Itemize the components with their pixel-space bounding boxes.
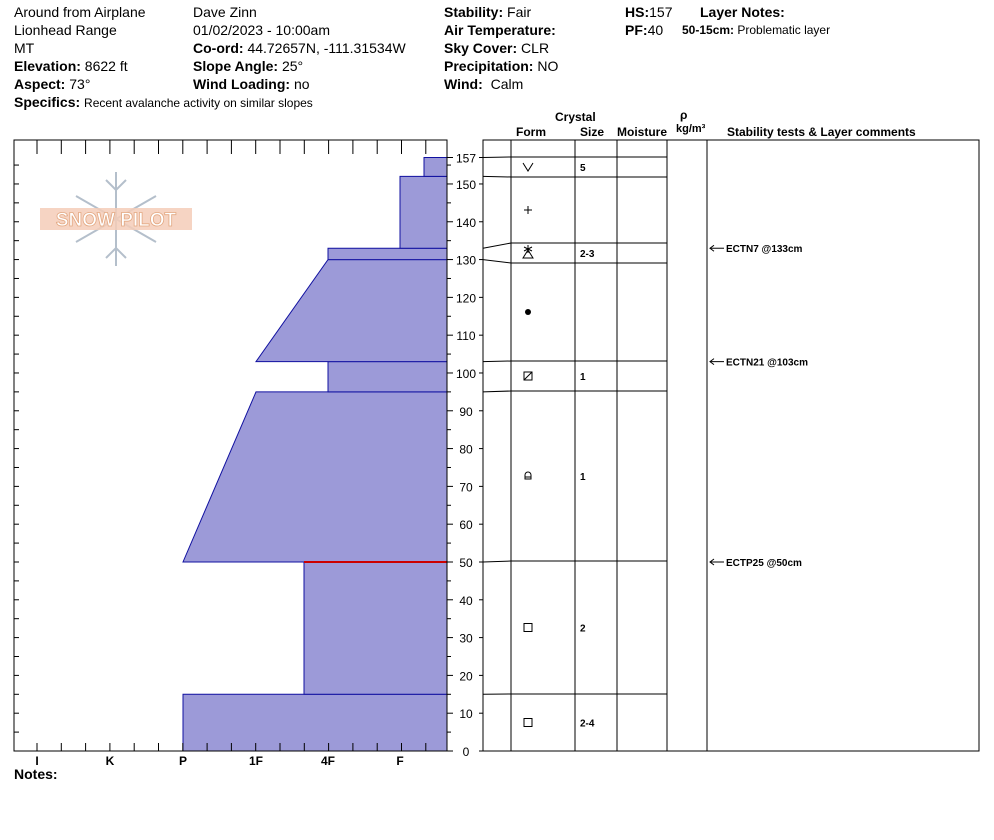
pf-label: PF: bbox=[625, 22, 648, 38]
depth-label-150: 150 bbox=[455, 177, 477, 192]
depth-label-130: 130 bbox=[455, 253, 477, 268]
crystal-form-4 bbox=[524, 372, 532, 380]
depth-label-110: 110 bbox=[456, 329, 476, 344]
hs-label: HS: bbox=[625, 4, 650, 20]
crystal-size-6: 2 bbox=[580, 623, 586, 635]
hardness-label-I: I bbox=[35, 754, 39, 768]
rounding-facet-icon bbox=[525, 472, 531, 479]
faceted-crystal-icon bbox=[524, 719, 532, 727]
hardness-label-P: P bbox=[178, 754, 188, 768]
hardness-label-K: K bbox=[105, 754, 115, 768]
crystal-size-0: 5 bbox=[580, 163, 586, 174]
stability-label: Stability: bbox=[444, 4, 504, 20]
hardness-layer-5 bbox=[328, 248, 447, 259]
specifics-label: Specifics: bbox=[14, 94, 81, 110]
depth-label-10: 10 bbox=[459, 707, 473, 722]
specifics-value: Recent avalanche activity on similar slopes bbox=[84, 96, 313, 110]
stability-test-label-0: ECTN7 @133cm bbox=[726, 244, 803, 256]
depth-label-100: 100 bbox=[455, 366, 477, 381]
hardness-layer-2 bbox=[183, 392, 447, 562]
observer: Dave Zinn bbox=[193, 4, 257, 20]
depth-label-0: 0 bbox=[462, 745, 470, 759]
wind-label: Wind: bbox=[444, 76, 483, 92]
crystal-size-7: 2-4 bbox=[580, 718, 595, 730]
depth-label-157: 157 bbox=[455, 151, 477, 166]
hardness-layer-0 bbox=[183, 694, 447, 751]
stability-test-label-2: ECTP25 @50cm bbox=[726, 557, 802, 569]
hardness-layer-4 bbox=[256, 260, 447, 362]
hardness-label-F: F bbox=[396, 754, 404, 768]
depth-label-60: 60 bbox=[459, 518, 473, 533]
size-heading: Size bbox=[580, 125, 605, 139]
hardness-layers bbox=[183, 158, 447, 752]
hardness-layer-7 bbox=[424, 158, 447, 177]
surface-hoar-icon bbox=[523, 163, 533, 171]
depth-label-30: 30 bbox=[459, 631, 473, 646]
depth-label-50: 50 bbox=[459, 555, 473, 570]
logo-text: SNOW PILOT bbox=[55, 210, 177, 231]
slope-label: Slope Angle: bbox=[193, 58, 279, 74]
depth-label-80: 80 bbox=[459, 442, 473, 457]
crystal-size-4: 1 bbox=[580, 372, 586, 383]
sky-label: Sky Cover: bbox=[444, 40, 518, 56]
depth-label-70: 70 bbox=[459, 480, 473, 495]
crystal-table-frame bbox=[483, 140, 979, 751]
datetime: 01/02/2023 - 10:00am bbox=[193, 22, 330, 38]
crystal-form-0 bbox=[523, 163, 533, 171]
depth-label-120: 120 bbox=[455, 291, 477, 306]
depth-label-140: 140 bbox=[455, 215, 477, 230]
sky-value: CLR bbox=[521, 40, 550, 56]
precip-label: Precipitation: bbox=[444, 58, 534, 74]
location: Around from Airplane bbox=[14, 4, 146, 20]
hardness-label-4F: 4F bbox=[320, 754, 336, 768]
wind-loading-value: no bbox=[293, 76, 310, 92]
slope-value: 25° bbox=[281, 58, 304, 74]
elevation-value: 8622 ft bbox=[84, 58, 128, 74]
state: MT bbox=[14, 40, 35, 56]
elevation-label: Elevation: bbox=[14, 58, 81, 74]
pf-value: 40 bbox=[647, 22, 664, 38]
stability-tests bbox=[710, 244, 808, 569]
chart-frames bbox=[14, 140, 979, 751]
depth-label-40: 40 bbox=[459, 593, 473, 608]
hardness-label-1F: 1F bbox=[248, 754, 264, 768]
density-unit: kg/m³ bbox=[676, 123, 706, 135]
faceted-crystal-icon bbox=[524, 624, 532, 632]
rounded-grain-icon bbox=[525, 309, 531, 315]
range: Lionhead Range bbox=[14, 22, 117, 38]
depth-label-20: 20 bbox=[459, 669, 473, 684]
crystal-size-2: 2-3 bbox=[580, 249, 595, 260]
precip-value: NO bbox=[537, 58, 559, 74]
aspect-label: Aspect: bbox=[14, 76, 66, 92]
crystal-form-2 bbox=[523, 245, 533, 258]
crystal-form-3 bbox=[525, 309, 531, 315]
layer-notes-label: Layer Notes: bbox=[700, 4, 785, 20]
aspect-value: 73° bbox=[69, 76, 91, 92]
stability-test-label-1: ECTN21 @103cm bbox=[726, 357, 809, 369]
hs-value: 157 bbox=[649, 4, 673, 20]
wind-loading-label: Wind Loading: bbox=[193, 76, 291, 92]
wind-value: Calm bbox=[490, 76, 524, 92]
hardness-layer-6 bbox=[400, 176, 447, 248]
layer-boundary-157 bbox=[483, 157, 667, 158]
hardness-layer-3 bbox=[328, 362, 447, 392]
layer-note-text: Problematic layer bbox=[737, 23, 831, 37]
depth-label-90: 90 bbox=[459, 404, 473, 419]
coord-value: 44.72657N, -111.31534W bbox=[247, 40, 406, 56]
faceted-rounded-slash bbox=[524, 372, 532, 380]
coord-label: Co-ord: bbox=[193, 40, 244, 56]
crystal-form-1 bbox=[524, 206, 532, 214]
crystal-form-5 bbox=[525, 472, 531, 479]
density-symbol: ρ bbox=[680, 108, 688, 122]
crystal-heading: Crystal bbox=[555, 110, 596, 124]
notes-label: Notes: bbox=[14, 766, 58, 782]
layer-note-range: 50-15cm: bbox=[682, 23, 735, 37]
moisture-heading: Moisture bbox=[617, 125, 668, 139]
form-heading: Form bbox=[516, 125, 546, 139]
crystal-form-6 bbox=[524, 624, 532, 632]
stability-heading: Stability tests & Layer comments bbox=[727, 125, 916, 139]
air-temp-label: Air Temperature: bbox=[444, 22, 556, 38]
crystal-form-7 bbox=[524, 719, 532, 727]
stability-value: Fair bbox=[507, 4, 532, 20]
snowpilot-logo bbox=[40, 172, 192, 266]
crystal-size-5: 1 bbox=[580, 472, 586, 483]
hardness-layer-1 bbox=[304, 562, 447, 694]
